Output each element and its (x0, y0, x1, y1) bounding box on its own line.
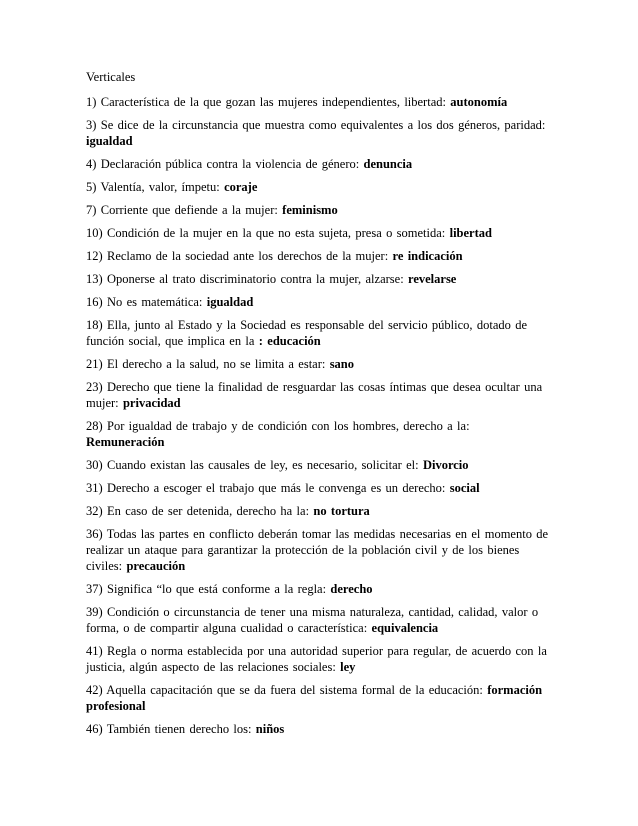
clue-text: 5) Valentía, valor, ímpetu: (86, 180, 220, 194)
clue-text: 1) Característica de la que gozan las mujeres independientes, libertad: (86, 95, 446, 109)
clue-text: 28) Por igualdad de trabajo y de condición con los hombres, derecho a la: (86, 419, 470, 433)
clue-answer: coraje (224, 180, 258, 194)
clue-answer: privacidad (122, 396, 181, 410)
clue-answer: derecho (330, 582, 373, 596)
clue-item (86, 317, 552, 349)
clue-answer: equivalencia (371, 621, 439, 635)
clue-item (86, 682, 552, 714)
clue-item (86, 356, 552, 372)
clue-answer: ley (340, 660, 356, 674)
clue-text: 23) Derecho que tiene la finalidad de resguardar las cosas íntimas que desea ocultar una mujer: (86, 380, 543, 410)
clue-item (86, 526, 552, 574)
clue-list (86, 94, 552, 737)
clue-text: 36) Todas las partes en conflicto deberán tomar las medidas necesarias en el momento de realizar un ataque para garantizar la protección de la población civil y de los bienes civiles: (86, 527, 549, 573)
clue-answer: autonomía (450, 95, 508, 109)
clue-text: 21) El derecho a la salud, no se limita a estar: (86, 357, 326, 371)
clue-item (86, 179, 552, 195)
section-heading: Verticales (86, 70, 136, 84)
clue-item (86, 271, 552, 287)
clue-text: 16) No es matemática: (86, 295, 203, 309)
clue-text: 7) Corriente que defiende a la mujer: (86, 203, 278, 217)
clue-item (86, 604, 552, 636)
clue-answer: Remuneración (86, 435, 165, 449)
clue-text: 18) Ella, junto al Estado y la Sociedad es responsable del servicio público, dotado de función social, que implica en la (86, 318, 527, 348)
clue-item (86, 156, 552, 172)
clue-text: 41) Regla o norma establecida por una autoridad superior para regular, de acuerdo con la justicia, algún aspecto de las relaciones sociales: (86, 644, 547, 674)
clue-answer: igualdad (86, 134, 133, 148)
clue-answer: igualdad (206, 295, 254, 309)
clue-item (86, 643, 552, 675)
clue-text: 3) Se dice de la circunstancia que muestra como equivalentes a los dos géneros, paridad: (86, 118, 546, 132)
clue-text: 46) También tienen derecho los: (86, 722, 252, 736)
clue-answer: precaución (126, 559, 186, 573)
clue-item (86, 248, 552, 264)
clue-item (86, 721, 552, 737)
clue-item (86, 480, 552, 496)
clue-text: 39) Condición o circunstancia de tener una misma naturaleza, cantidad, calidad, valor o forma, o de compartir alguna cualidad o característica: (86, 605, 539, 635)
clue-answer: Divorcio (422, 458, 469, 472)
clue-item (86, 503, 552, 519)
clue-item (86, 294, 552, 310)
clue-text: 32) En caso de ser detenida, derecho ha la: (86, 504, 310, 518)
clue-item (86, 581, 552, 597)
clue-answer: social (449, 481, 480, 495)
clue-answer: libertad (449, 226, 492, 240)
clue-text: 12) Reclamo de la sociedad ante los derechos de la mujer: (86, 249, 389, 263)
clue-answer: niños (255, 722, 285, 736)
clue-answer: : educación (258, 334, 321, 348)
clue-text: 4) Declaración pública contra la violencia de género: (86, 157, 360, 171)
clue-item (86, 379, 552, 411)
clue-item (86, 117, 552, 149)
clue-item (86, 94, 552, 110)
clue-item (86, 225, 552, 241)
clue-text: 13) Oponerse al trato discriminatorio contra la mujer, alzarse: (86, 272, 404, 286)
clue-text: 30) Cuando existan las causales de ley, es necesario, solicitar el: (86, 458, 419, 472)
clue-text: 10) Condición de la mujer en la que no esta sujeta, presa o sometida: (86, 226, 446, 240)
clue-answer: no tortura (313, 504, 370, 518)
clue-answer: feminismo (282, 203, 338, 217)
clue-text: 37) Significa “lo que está conforme a la regla: (86, 582, 327, 596)
clue-answer: denuncia (363, 157, 413, 171)
clue-answer: sano (329, 357, 355, 371)
clue-item (86, 202, 552, 218)
clue-answer: re indicación (392, 249, 463, 263)
clue-answer: formación profesional (86, 683, 543, 713)
clue-item (86, 457, 552, 473)
clue-text: 42) Aquella capacitación que se da fuera del sistema formal de la educación: (86, 683, 483, 697)
clue-item (86, 418, 552, 450)
clue-answer: revelarse (408, 272, 457, 286)
clue-text: 31) Derecho a escoger el trabajo que más le convenga es un derecho: (86, 481, 446, 495)
